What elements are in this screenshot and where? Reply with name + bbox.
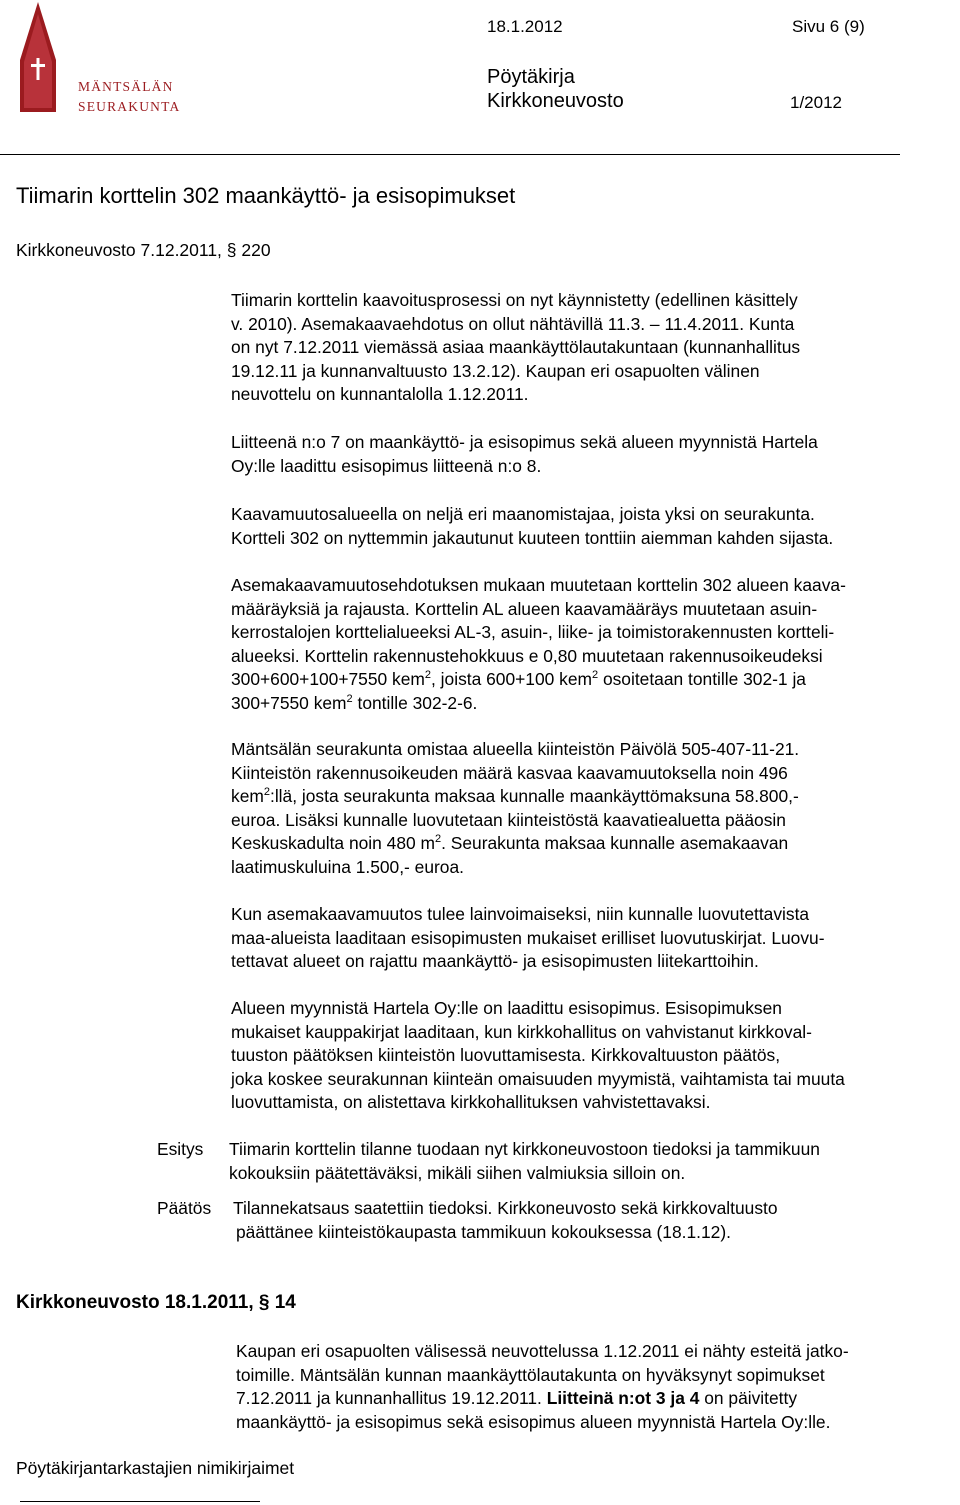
text-line: laatimuskuluina 1.500,- euroa. [231, 856, 464, 877]
text-line: Kortteli 302 on nyttemmin jakautunut kuuteen tonttiin aiemman kahden sijasta. [231, 527, 834, 548]
text-line: tettavat alueet on rajattu maankäyttö- ja esisopimusten liitekarttoihin. [231, 951, 759, 971]
text-line: päättänee kiinteistökaupasta tammikuun kokouksessa (18.1.12). [236, 1221, 731, 1242]
text-line: Asemakaavamuutosehdotuksen mukaan muutetaan korttelin 302 alueen kaava- [231, 575, 846, 595]
paatos-label: Päätös [157, 1198, 212, 1218]
paatos-text [233, 1197, 953, 1244]
header-date: 18.1.2012 [487, 17, 563, 36]
text-line: Kaupan eri osapuolten välisessä neuvottelussa 1.12.2011 ei nähty esteitä jatko- [236, 1341, 849, 1361]
text-line: Liitteenä n:o 7 on maankäyttö- ja esisopimus sekä alueen myynnistä Hartela [231, 432, 818, 452]
text-line: 300+7550 kem$^2$ tontille 302-2-6. [231, 692, 478, 713]
text-line: kem$^2$:llä, josta seurakunta maksaa kunnalle maankäyttömaksuna 58.800,- [231, 786, 799, 806]
text-line: toimille. Mäntsälän kunnan maankäyttölautakunta on hyväksynyt sopimukset [236, 1364, 825, 1385]
text-line: määräyksiä ja rajausta. Korttelin AL alueen kaavamääräys muutetaan asuin- [231, 598, 818, 619]
paragraph-7 [231, 997, 951, 1115]
text-line: Oy:lle laadittu esisopimus liitteenä n:o 8. [231, 455, 542, 476]
text-line: Kun asemakaavamuutos tulee lainvoimaiseksi, niin kunnalle luovutettavista [231, 904, 810, 924]
paragraph-1 [231, 289, 951, 407]
logo-line-2: SEURAKUNTA [78, 99, 181, 114]
text-line: tuuston päätöksen kiinteistön luovuttamisesta. Kirkkovaltuuston päätös, [231, 1045, 781, 1065]
text-line: joka koskee seurakunnan kiinteän omaisuuden myymistä, vaihtamista tai muuta [231, 1068, 845, 1089]
text-line: maankäyttö- ja esisopimus sekä esisopimus alueen myynnistä Hartela Oy:lle. [236, 1411, 831, 1432]
paragraph-6 [231, 903, 951, 974]
text-line: 19.12.11 ja kunnanvaltuusto 13.2.12). Kaupan eri osapuolten välinen [231, 360, 760, 381]
esitys-text [229, 1138, 949, 1185]
header-page: Sivu 6 (9) [792, 17, 865, 36]
text-line: Mäntsälän seurakunta omistaa alueella kiinteistön Päivölä 505-407-11-21. [231, 739, 800, 759]
logo-line-1: MÄNTSÄLÄN [78, 79, 174, 94]
text-line: Tiimarin korttelin kaavoitusprosessi on nyt käynnistetty (edellinen käsittely [231, 290, 798, 310]
esitys-label: Esitys [157, 1139, 204, 1159]
header-divider [0, 154, 900, 155]
footer-signature-line [20, 1501, 260, 1502]
paragraph-3 [231, 503, 951, 550]
text-line: on nyt 7.12.2011 viemässä asiaa maankäyttölautakuntaan (kunnanhallitus [231, 337, 801, 357]
header-doc-type: Pöytäkirja [487, 66, 575, 88]
paragraph-2 [231, 431, 951, 478]
paragraph-5 [231, 738, 951, 879]
text-line: Kiinteistön rakennusoikeuden määrä kasvaa kaavamuutoksella noin 496 [231, 762, 788, 783]
text-line: Tilannekatsaus saatettiin tiedoksi. Kirkkoneuvosto sekä kirkkovaltuusto [233, 1198, 778, 1218]
text-line: luovuttamista, on alistettava kirkkohallituksen vahvistettavaksi. [231, 1092, 711, 1112]
text-line: neuvottelu on kunnantalolla 1.12.2011. [231, 384, 529, 404]
text-line: 7.12.2011 ja kunnanhallitus 19.12.2011. Liitteinä n:ot 3 ja 4 on päivitetty [236, 1388, 798, 1408]
footer-initials-label: Pöytäkirjantarkastajien nimikirjaimet [16, 1458, 295, 1478]
text-line: kerrostalojen korttelialueeksi AL-3, asuin-, liike- ja toimistorakennusten kortteli- [231, 622, 835, 642]
meeting-heading-2: Kirkkoneuvosto 18.1.2011, § 14 [16, 1292, 296, 1313]
page-title: Tiimarin korttelin 302 maankäyttö- ja esisopimukset [16, 183, 516, 208]
paragraph-8 [236, 1340, 956, 1434]
text-line: alueeksi. Korttelin rakennustehokkuus e 0,80 muutetaan rakennusoikeudeksi [231, 645, 823, 666]
text-line: Tiimarin korttelin tilanne tuodaan nyt kirkkoneuvostoon tiedoksi ja tammikuun [229, 1139, 820, 1159]
text-line: 300+600+100+7550 kem$^2$, joista 600+100 kem$^2$ osoitetaan tontille 302-1 ja [231, 669, 806, 689]
paragraph-4 [231, 574, 951, 715]
text-line: euroa. Lisäksi kunnalle luovutetaan kiinteistöstä kaavatiealuetta pääosin [231, 809, 786, 830]
text-line: kokouksiin päätettäväksi, mikäli siihen valmiuksia silloin on. [229, 1162, 686, 1183]
text-line: Kaavamuutosalueella on neljä eri maanomistajaa, joista yksi on seurakunta. [231, 504, 815, 524]
text-line: v. 2010). Asemakaavaehdotus on ollut nähtävillä 11.3. – 11.4.2011. Kunta [231, 313, 795, 334]
parish-logo [8, 0, 198, 120]
text-line: Keskuskadulta noin 480 $m^2$. Seurakunta maksaa kunnalle asemakaavan [231, 833, 789, 853]
meeting-heading-1: Kirkkoneuvosto 7.12.2011, § 220 [16, 240, 271, 260]
text-line: Alueen myynnistä Hartela Oy:lle on laadittu esisopimus. Esisopimuksen [231, 998, 782, 1018]
text-line: maa-alueista laaditaan esisopimusten mukaiset erilliset luovutuskirjat. Luovu- [231, 927, 825, 948]
text-line: mukaiset kauppakirjat laaditaan, kun kirkkohallitus on vahvistanut kirkkoval- [231, 1021, 812, 1042]
attachment-reference: Liitteinä n:ot 3 ja 4 [546, 1388, 700, 1408]
header-board: Kirkkoneuvosto [487, 90, 624, 112]
header-number: 1/2012 [790, 93, 842, 112]
